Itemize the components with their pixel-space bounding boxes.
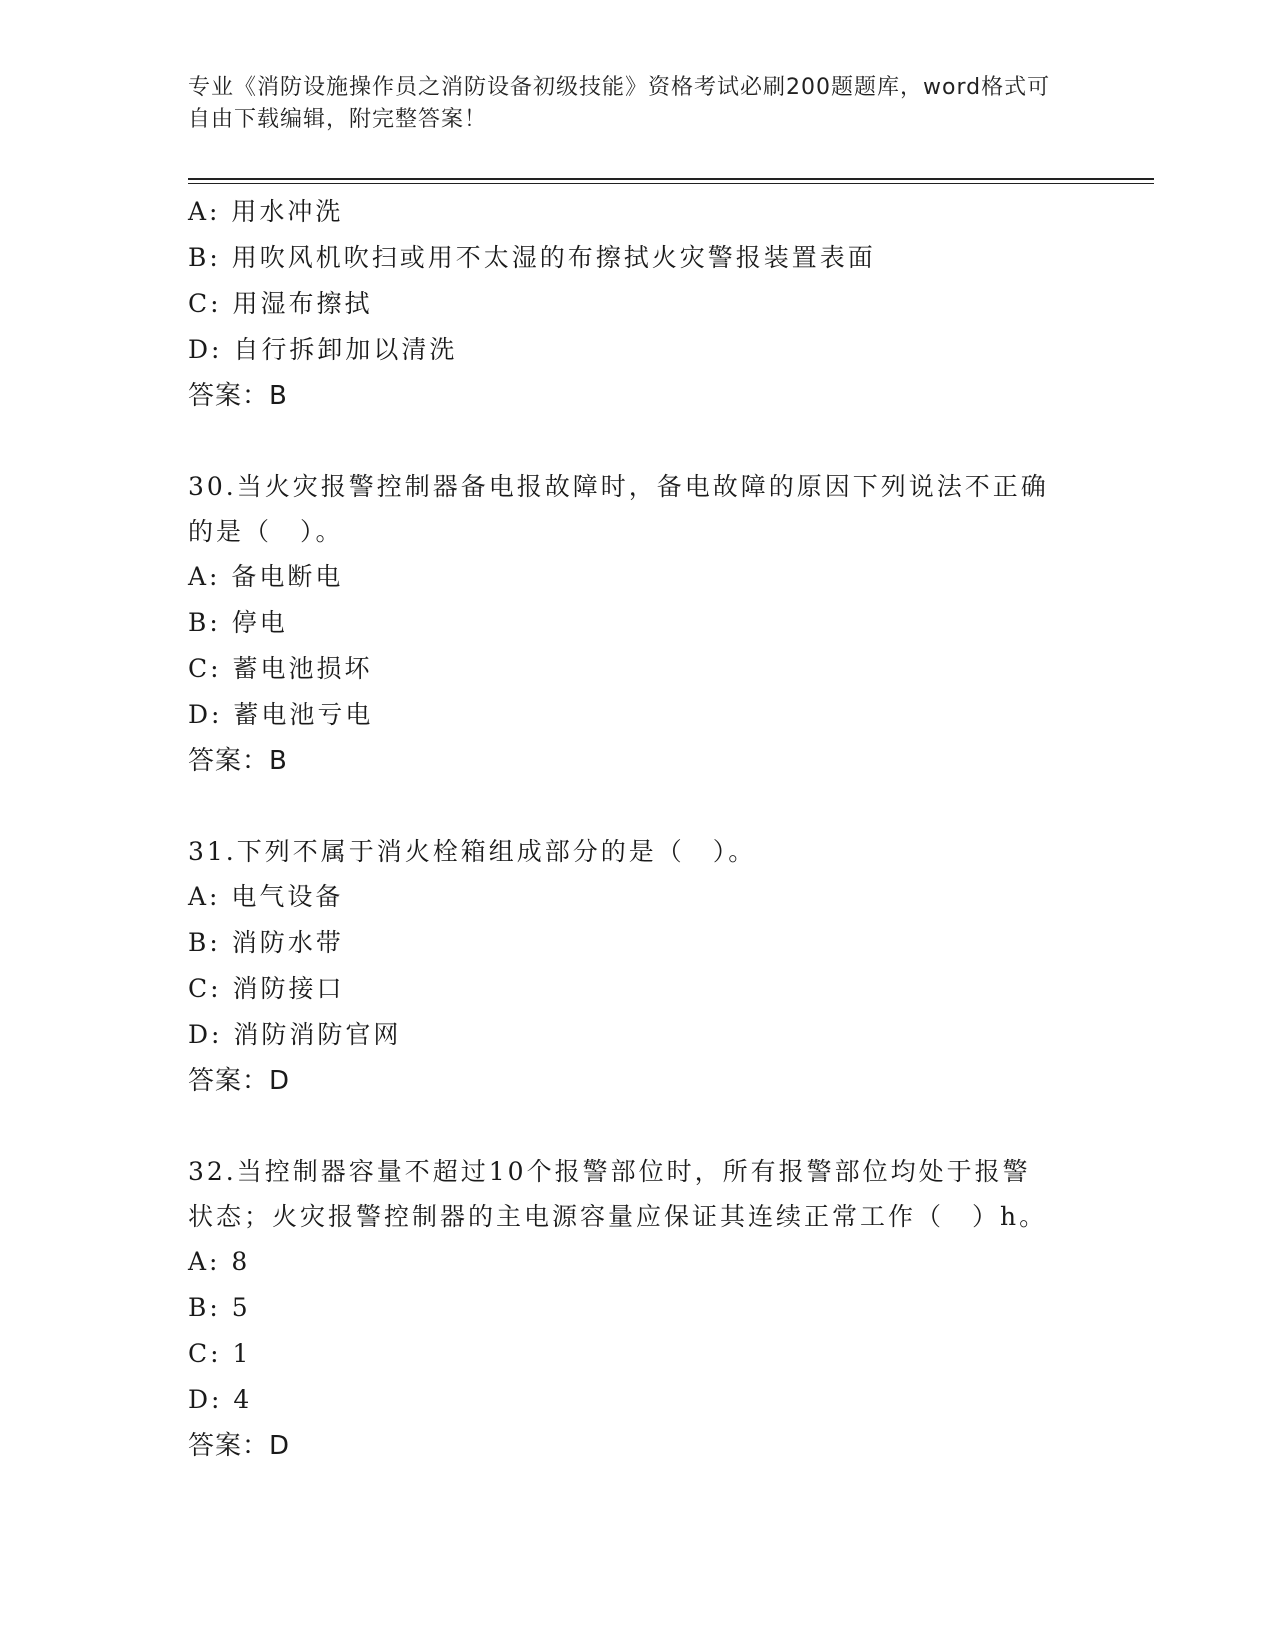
header-divider-thin: [188, 183, 1154, 184]
option-b: B: 5: [188, 1293, 251, 1322]
option-d: D: 蓄电池亏电: [188, 700, 374, 729]
answer: 答案：D: [188, 1431, 291, 1461]
option-c: C: 消防接口: [188, 974, 345, 1003]
question-text-line-1: 32.当控制器容量不超过10个报警部位时，所有报警部位均处于报警: [188, 1157, 1031, 1186]
header-text: 专业《消防设施操作员之消防设备初级技能》资格考试必刷200题题库，word格式可自由下载编辑，附完整答案！: [188, 75, 1051, 132]
option-c: C: 1: [188, 1339, 252, 1368]
answer: 答案：B: [188, 381, 288, 411]
question-text-line-2: 状态；火灾报警控制器的主电源容量应保证其连续正常工作（ ）h。: [188, 1202, 1048, 1231]
option-c: C: 蓄电池损坏: [188, 654, 373, 683]
question-text-line-2: 的是（ ）。: [188, 517, 344, 546]
option-b: B: 消防水带: [188, 928, 344, 957]
question-32: [188, 1149, 1088, 1469]
option-a: A: 备电断电: [188, 562, 344, 591]
option-a: A: 8: [188, 1247, 251, 1276]
option-c: C: 用湿布擦拭: [188, 289, 373, 318]
option-a: A: 用水冲洗: [188, 197, 344, 226]
answer: 答案：B: [188, 746, 288, 776]
header-divider-thick: [188, 178, 1154, 180]
option-b: B: 用吹风机吹扫或用不太湿的布擦拭火灾警报装置表面: [188, 243, 876, 272]
question-text-line-1: 30.当火灾报警控制器备电报故障时，备电故障的原因下列说法不正确: [188, 472, 1049, 501]
question-31: [188, 829, 1088, 1104]
option-d: D: 4: [188, 1385, 253, 1414]
option-d: D: 消防消防官网: [188, 1020, 402, 1049]
option-d: D: 自行拆卸加以清洗: [188, 335, 458, 364]
option-b: B: 停电: [188, 608, 288, 637]
question-30: [188, 464, 1088, 784]
question-content: [188, 189, 1088, 1469]
option-a: A: 电气设备: [188, 882, 344, 911]
document-header: [188, 72, 1068, 136]
answer: 答案：D: [188, 1066, 291, 1096]
question-text-line-1: 31.下列不属于消火栓箱组成部分的是（ ）。: [188, 837, 757, 866]
question-29: [188, 189, 1088, 419]
